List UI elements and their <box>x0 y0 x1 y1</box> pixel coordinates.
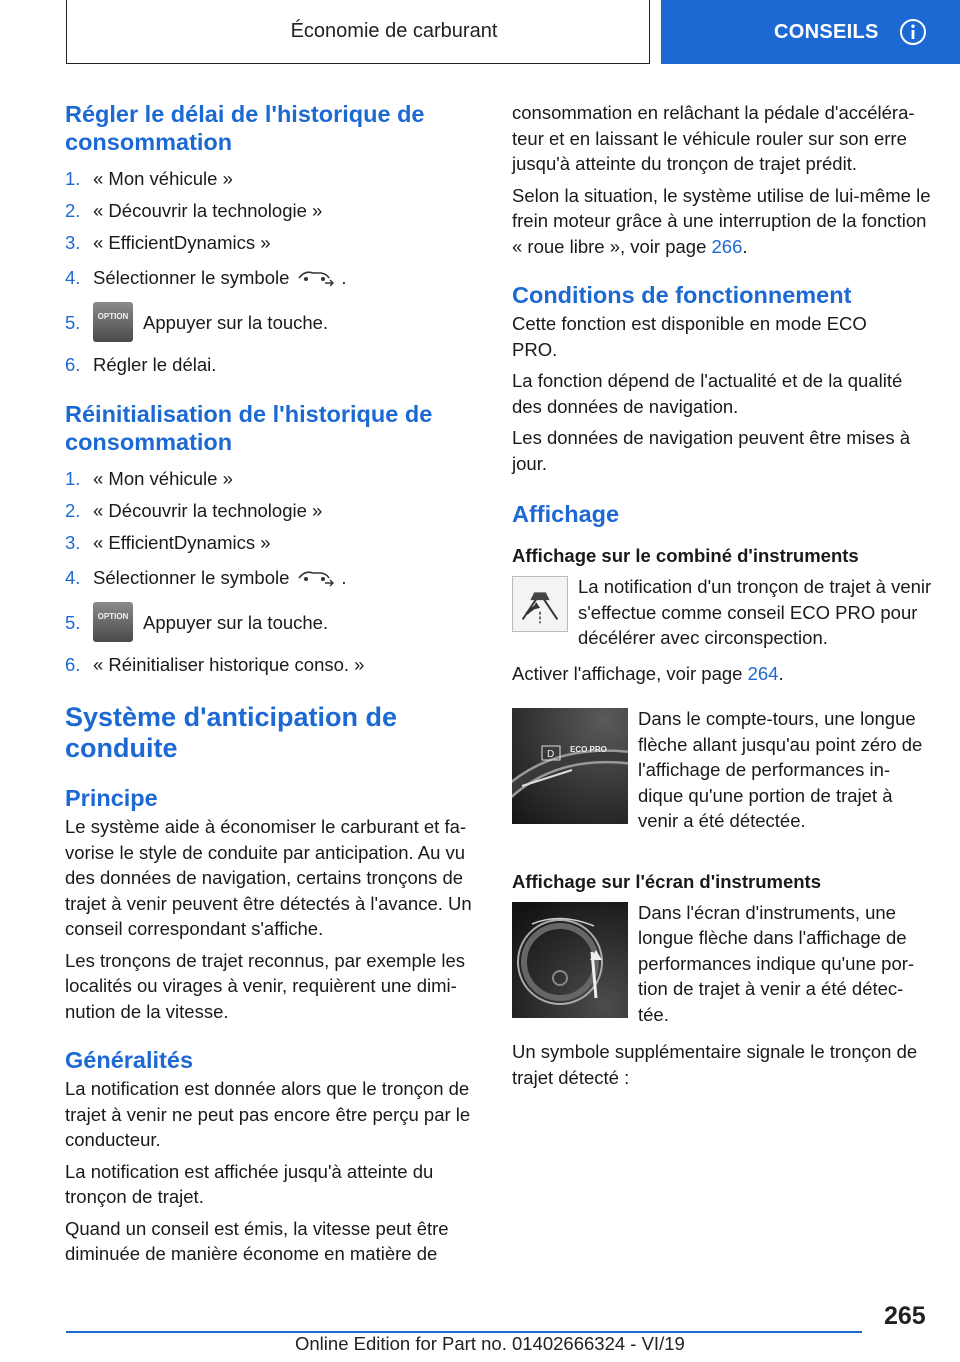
gauge-d-label: D <box>547 749 555 760</box>
principe-title: Principe <box>65 785 158 811</box>
chapter-title: Économie de carburant <box>290 20 498 42</box>
affichage-title: Affichage <box>512 501 620 527</box>
chapter-header <box>66 0 650 64</box>
continuation-paragraph: consommation en relâchant la pédale d'accéléra-teur et en laissant le véhicule rouler sur son erre jusqu'à atteinte du tronçon de trajet prédit. <box>512 102 915 174</box>
generalites-title: Généralités <box>65 1047 194 1073</box>
step-item: 6. « Réinitialiser historique conso. » <box>65 653 365 675</box>
eco-pro-curve-warning-icon <box>512 576 568 632</box>
step-item: 4. Sélectionner le symbole . <box>65 266 347 288</box>
combine-description: La notification d'un tronçon de trajet à venir s'effectue comme conseil ECO PRO pour décélérer avec circonspection. <box>578 576 932 648</box>
right-column <box>512 100 932 1090</box>
activer-affichage-paragraph: Activer l'affichage, voir page 264. <box>512 662 784 684</box>
principe-paragraph: Le système aide à économiser le carburant et fa-vorise le style de conduite par anticipation. Au vu des données de navigation, certains tronçons de trajet à venir peuvent être détectés à l'avance. Un conseil correspondant s'affiche. <box>65 816 472 939</box>
generalites-paragraph: Quand un conseil est émis, la vitesse peut être diminuée de manière économe en matière de <box>65 1217 449 1264</box>
conditions-paragraph: Les données de navigation peuvent être mises à jour. <box>512 427 911 474</box>
step-item: 5. OPTION Appuyer sur la touche. <box>65 296 480 348</box>
page-link-264[interactable]: 264 <box>747 662 779 684</box>
option-button-icon: OPTION <box>93 302 133 342</box>
main-section-title: Système d'anticipation de conduite <box>65 702 398 763</box>
edition-footer: Online Edition for Part no. 01402666324 - VI/19 <box>295 1333 685 1354</box>
info-circle-icon[interactable] <box>899 18 927 46</box>
tachometer-description: Dans le compte-tours, une longue flèche allant jusqu'au point zéro de l'affichage de performances in-dique qu'une portion de trajet à venir a été détectée. <box>638 708 923 831</box>
conseils-tab[interactable] <box>661 0 960 64</box>
instrument-screen-image <box>512 902 628 1018</box>
conditions-title: Conditions de fonctionnement <box>512 282 852 308</box>
conditions-paragraph: La fonction dépend de l'actualité et de la qualité des données de navigation. <box>512 370 903 417</box>
tab-label: CONSEILS <box>774 20 879 43</box>
affichage-subtitle-ecran: Affichage sur l'écran d'instruments <box>512 870 821 892</box>
step-item: 2. « Découvrir la technologie » <box>65 199 323 221</box>
step-item: 3. « EfficientDynamics » <box>65 231 271 253</box>
step-item: 1. « Mon véhicule » <box>65 467 233 489</box>
generalites-paragraph: La notification est affichée jusqu'à atteinte du tronçon de trajet. <box>65 1160 434 1207</box>
step-item: 6. Régler le délai. <box>65 353 217 375</box>
instrument-screen-description: Dans l'écran d'instruments, une longue flèche dans l'affichage de performances indique qu'une por-tion de trajet à venir a été détec-tée. <box>638 901 915 1025</box>
steps-reset-history <box>65 462 480 680</box>
conditions-paragraph: Cette fonction est disponible en mode ECO PRO. <box>512 313 867 360</box>
steps-adjust-history <box>65 162 480 380</box>
tachometer-eco-pro-image <box>512 708 628 824</box>
left-column <box>65 100 480 1267</box>
instrument-screen-row <box>512 900 932 1028</box>
principe-paragraph: Les tronçons de trajet reconnus, par exemple les localités ou virages à venir, requièrent une dimi-nution de la vitesse. <box>65 949 466 1022</box>
additional-symbol-paragraph: Un symbole supplémentaire signale le tronçon de trajet détecté : <box>512 1041 918 1088</box>
eco-pro-notification-row <box>512 574 932 651</box>
section-title-reset-history: Réinitialisation de l'historique de consommation <box>65 401 433 455</box>
generalites-paragraph: La notification est donnée alors que le tronçon de trajet à venir ne peut pas encore être perçu par le conducteur. <box>65 1078 471 1150</box>
step-item: 2. « Découvrir la technologie » <box>65 499 323 521</box>
page-number: 265 <box>884 1302 926 1330</box>
option-button-icon: OPTION <box>93 602 133 642</box>
efficient-dynamics-symbol-icon <box>295 566 337 588</box>
affichage-subtitle-combine: Affichage sur le combiné d'instruments <box>512 545 859 566</box>
efficient-dynamics-symbol-icon <box>295 266 337 288</box>
step-item: 4. Sélectionner le symbole . <box>65 566 347 588</box>
section-title-adjust-history: Régler le délai de l'historique de consommation <box>65 101 425 155</box>
step-item: 1. « Mon véhicule » <box>65 167 233 189</box>
step-item: 5. OPTION Appuyer sur la touche. <box>65 596 480 648</box>
step-item: 3. « EfficientDynamics » <box>65 531 271 553</box>
continuation-paragraph: Selon la situation, le système utilise de lui-même le frein moteur grâce à une interruption de la fonction « roue libre », voir page 266. <box>512 184 931 257</box>
page-link-266[interactable]: 266 <box>711 235 743 257</box>
gauge-eco-pro-label: ECO PRO <box>570 745 607 754</box>
tachometer-row <box>512 706 932 834</box>
